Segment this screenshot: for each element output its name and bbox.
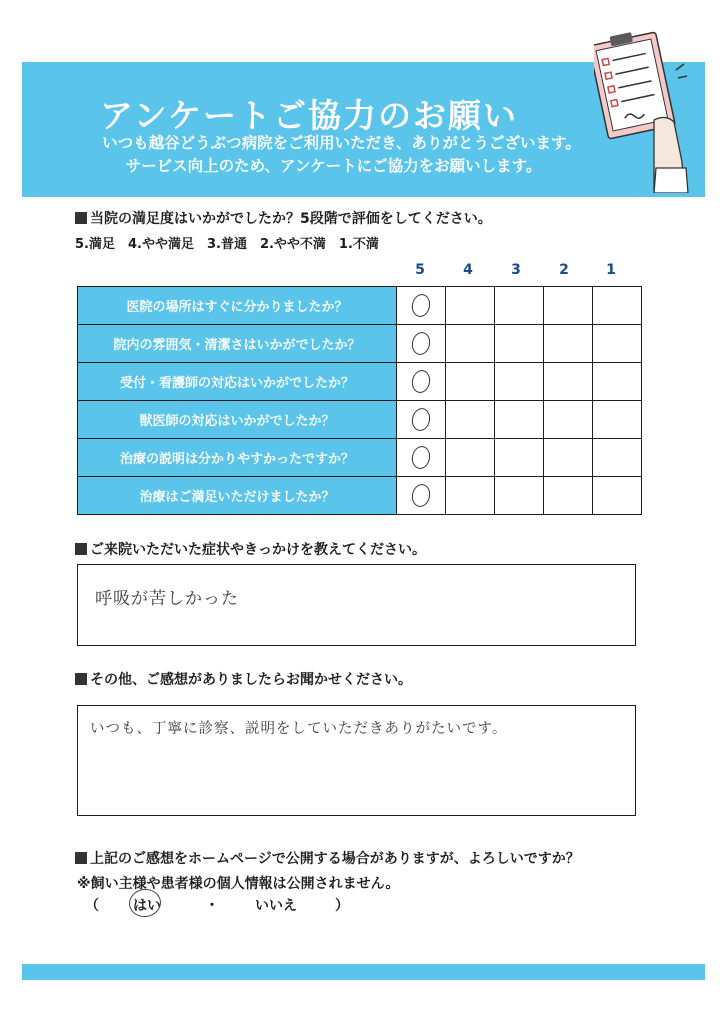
column-header-4: 4 xyxy=(463,262,473,278)
handwritten-circle-mark xyxy=(410,330,432,356)
rating-cell-2[interactable] xyxy=(544,363,593,401)
handwritten-circle-mark xyxy=(410,482,432,508)
clipboard-illustration xyxy=(594,28,690,193)
rating-cell-1[interactable] xyxy=(593,287,642,325)
rating-cell-5[interactable] xyxy=(397,439,446,477)
rating-cell-2[interactable] xyxy=(544,477,593,515)
rating-cell-2[interactable] xyxy=(544,287,593,325)
column-header-3: 3 xyxy=(511,262,521,278)
rating-cell-5[interactable] xyxy=(397,325,446,363)
symptoms-answer: 呼吸が苦しかった xyxy=(95,589,239,609)
rating-cell-4[interactable] xyxy=(446,363,495,401)
rating-cell-3[interactable] xyxy=(495,325,544,363)
square-bullet-icon xyxy=(75,543,87,555)
rating-cell-1[interactable] xyxy=(593,325,642,363)
rating-cell-3[interactable] xyxy=(495,477,544,515)
rating-cell-2[interactable] xyxy=(544,401,593,439)
rating-row xyxy=(78,325,642,363)
handwritten-circle-mark xyxy=(410,444,432,470)
rating-cell-1[interactable] xyxy=(593,363,642,401)
handwritten-circle-mark xyxy=(410,368,432,394)
choice-yes[interactable]: はい xyxy=(133,898,161,914)
column-header-1: 1 xyxy=(606,262,616,278)
symptoms-heading-text: ご来院いただいた症状やきっかけを教えてください。 xyxy=(90,542,426,558)
open-paren: （ xyxy=(85,898,99,914)
rating-cell-1[interactable] xyxy=(593,401,642,439)
header-subtitle-1: いつも越谷どうぶつ病院をご利用いただき、ありがとうございます。 xyxy=(102,134,581,152)
rating-cell-5[interactable] xyxy=(397,363,446,401)
rating-cell-5[interactable] xyxy=(397,401,446,439)
rating-cell-3[interactable] xyxy=(495,363,544,401)
rating-cell-3[interactable] xyxy=(495,401,544,439)
column-header-2: 2 xyxy=(559,262,569,278)
column-header-5: 5 xyxy=(415,262,425,278)
handwritten-circle-mark xyxy=(410,406,432,432)
rating-cell-3[interactable] xyxy=(495,439,544,477)
comments-answer: いつも、丁寧に診察、説明をしていただきありがたいです。 xyxy=(90,721,508,737)
rating-cell-4[interactable] xyxy=(446,287,495,325)
rating-row xyxy=(78,363,642,401)
question-label: 院内の雰囲気・清潔さはいかがでしたか？ xyxy=(78,325,397,363)
scale-legend: 5.満足 4.やや満足 3.普通 2.やや不満 1.不満 xyxy=(75,237,379,252)
satisfaction-heading xyxy=(75,208,492,228)
rating-row xyxy=(78,401,642,439)
close-paren: ） xyxy=(335,898,349,914)
rating-row xyxy=(78,287,642,325)
footer-bar xyxy=(22,964,705,980)
rating-cell-4[interactable] xyxy=(446,325,495,363)
question-label: 治療の説明は分かりやすかったですか？ xyxy=(78,439,397,477)
rating-cell-4[interactable] xyxy=(446,439,495,477)
comments-heading xyxy=(75,669,412,689)
rating-cell-2[interactable] xyxy=(544,439,593,477)
comments-heading-text: その他、ご感想がありましたらお聞かせください。 xyxy=(90,672,412,688)
rating-cell-2[interactable] xyxy=(544,325,593,363)
rating-row xyxy=(78,439,642,477)
rating-cell-1[interactable] xyxy=(593,439,642,477)
rating-cell-4[interactable] xyxy=(446,477,495,515)
rating-cell-3[interactable] xyxy=(495,287,544,325)
page-title: アンケートご協力のお願い xyxy=(100,96,519,135)
header-subtitle-2: サービス向上のため、アンケートにご協力をお願いします。 xyxy=(125,157,542,175)
square-bullet-icon xyxy=(75,212,87,224)
question-label: 受付・看護師の対応はいかがでしたか？ xyxy=(78,363,397,401)
choice-separator: ・ xyxy=(205,898,219,914)
rating-cell-5[interactable] xyxy=(397,287,446,325)
square-bullet-icon xyxy=(75,852,87,864)
question-label: 治療はご満足いただけましたか？ xyxy=(78,477,397,515)
symptoms-heading xyxy=(75,539,426,559)
rating-cell-1[interactable] xyxy=(593,477,642,515)
question-label: 医院の場所はすぐに分かりましたか？ xyxy=(78,287,397,325)
publish-heading xyxy=(75,848,580,868)
rating-cell-5[interactable] xyxy=(397,477,446,515)
privacy-note: ※飼い主様や患者様の個人情報は公開されません。 xyxy=(77,876,400,892)
satisfaction-heading-text: 当院の満足度はいかがでしたか？5段階で評価をしてください。 xyxy=(90,211,492,227)
rating-row xyxy=(78,477,642,515)
question-label: 獣医師の対応はいかがでしたか？ xyxy=(78,401,397,439)
rating-table xyxy=(77,286,642,515)
handwritten-circle-mark xyxy=(410,292,432,318)
rating-cell-4[interactable] xyxy=(446,401,495,439)
choice-no[interactable]: いいえ xyxy=(255,898,297,914)
square-bullet-icon xyxy=(75,673,87,685)
publish-heading-text: 上記のご感想をホームページで公開する場合がありますが、よろしいですか？ xyxy=(90,851,580,867)
